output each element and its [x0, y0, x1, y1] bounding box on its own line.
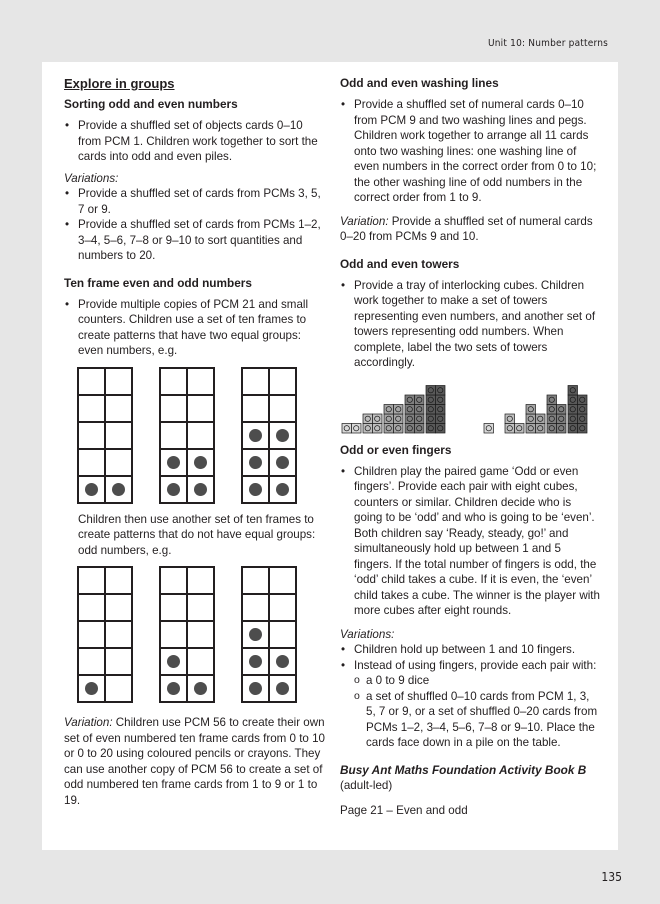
cube	[578, 414, 588, 424]
cube	[373, 414, 383, 424]
cube	[568, 395, 578, 405]
ten-frame-cell	[78, 422, 105, 449]
cube	[415, 414, 425, 424]
cube	[426, 423, 436, 433]
ten-frame-cell	[242, 449, 269, 476]
ten-frame-cell	[187, 449, 214, 476]
ten-frame-cell	[78, 621, 105, 648]
section-heading-explore: Explore in groups	[64, 76, 175, 91]
cube	[436, 414, 446, 424]
ten-frame-cell	[160, 621, 187, 648]
ten-frame-cell	[187, 422, 214, 449]
ten-frame-cell	[269, 368, 296, 395]
cube	[568, 404, 578, 414]
counter-dot	[276, 655, 289, 668]
content-panel	[42, 62, 618, 850]
book-subtitle: (adult-led)	[340, 778, 393, 792]
cube	[526, 404, 536, 414]
counter-dot	[85, 682, 98, 695]
cube	[557, 414, 567, 424]
cube	[415, 395, 425, 405]
cube	[536, 423, 546, 433]
counter-dot	[249, 483, 262, 496]
fingers-variation-1: • Children hold up between 1 and 10 fingers.	[340, 642, 602, 658]
ten-frame-cell	[105, 648, 132, 675]
ten-frame-cell	[105, 675, 132, 702]
counter-dot	[249, 429, 262, 442]
heading-washing: Odd and even washing lines	[340, 76, 499, 90]
cube	[526, 423, 536, 433]
ten-frame-cell	[269, 422, 296, 449]
ten-frame-cell	[105, 594, 132, 621]
counter-dot	[249, 655, 262, 668]
ten-frame-cell	[242, 476, 269, 503]
ten-frame-cell	[105, 567, 132, 594]
cube	[363, 423, 373, 433]
ten-frame	[159, 566, 215, 703]
ten-frame-cell	[269, 621, 296, 648]
cube	[405, 423, 415, 433]
cube	[547, 395, 557, 405]
ten-frame-cell	[78, 594, 105, 621]
counter-dot	[194, 456, 207, 469]
heading-sorting: Sorting odd and even numbers	[64, 97, 238, 111]
ten-frame-cell	[105, 621, 132, 648]
washing-variation-text: Provide a shuffled set of numeral cards 0–20 from PCMs 9 and 10.	[340, 214, 593, 243]
cube	[484, 423, 494, 433]
ten-frame-cell	[187, 368, 214, 395]
cube	[547, 414, 557, 424]
tenframe-list	[64, 297, 326, 359]
tenframe-variation-text: Children use PCM 56 to create their own set of even numbered ten frame cards from 0 to 10 or 0 to 20 using coloured pencils or crayons. They can use another copy of PCM 56 to create a set of odd numbered ten frame cards from 1 to 9 or 1 to 19.	[64, 716, 325, 807]
heading-fingers: Odd or even fingers	[340, 442, 452, 457]
cube	[384, 423, 394, 433]
counter-dot	[194, 483, 207, 496]
cube	[505, 414, 515, 424]
cube	[568, 423, 578, 433]
ten-frame-cell	[269, 476, 296, 503]
cube	[515, 423, 525, 433]
ten-frame-cell	[269, 449, 296, 476]
washing-variation	[340, 214, 602, 245]
cube	[342, 423, 352, 433]
cube	[436, 395, 446, 405]
cube	[436, 423, 446, 433]
ten-frame	[159, 367, 215, 504]
counter-dot	[167, 682, 180, 695]
ten-frame-cell	[269, 594, 296, 621]
counter-dot	[167, 655, 180, 668]
counter-dot	[249, 628, 262, 641]
counter-dot	[276, 456, 289, 469]
ten-frame-cell	[78, 648, 105, 675]
book-title: Busy Ant Maths Foundation Activity Book B	[340, 762, 587, 777]
ten-frame-cell	[187, 621, 214, 648]
ten-frame-cell	[160, 476, 187, 503]
washing-list	[340, 97, 602, 206]
ten-frame-cell	[187, 395, 214, 422]
cube	[405, 414, 415, 424]
ten-frame-cell	[78, 368, 105, 395]
tenframe-variation	[64, 715, 326, 808]
tenframe-variation-label: Variation:	[64, 716, 113, 729]
cube	[536, 414, 546, 424]
page-number: 135	[601, 870, 622, 884]
ten-frame-cell	[105, 449, 132, 476]
cube	[405, 404, 415, 414]
ten-frame-cell	[187, 567, 214, 594]
ten-frame-cell	[160, 422, 187, 449]
counter-dot	[249, 456, 262, 469]
cube	[547, 423, 557, 433]
cube	[547, 404, 557, 414]
ten-frame-cell	[269, 648, 296, 675]
counter-dot	[194, 682, 207, 695]
cube	[578, 395, 588, 405]
ten-frame-cell	[242, 675, 269, 702]
sorting-bullet: • Provide a shuffled set of objects cards 0–10 from PCM 1. Children work together to sort the cards into odd and even piles.	[64, 118, 326, 165]
ten-frame-cell	[105, 368, 132, 395]
fingers-variations-list	[340, 642, 602, 751]
fingers-variation-2: • Instead of using fingers, provide each pair with:	[340, 658, 602, 674]
ten-frame-cell	[242, 594, 269, 621]
cube	[557, 423, 567, 433]
ten-frame-cell	[269, 675, 296, 702]
sorting-list	[64, 118, 326, 165]
ten-frame	[77, 566, 133, 703]
counter-dot	[249, 682, 262, 695]
ten-frame-cell	[242, 621, 269, 648]
ten-frame-cell	[242, 422, 269, 449]
ten-frame-cell	[160, 368, 187, 395]
ten-frame-cell	[242, 395, 269, 422]
ten-frame-cell	[160, 567, 187, 594]
cube	[568, 414, 578, 424]
cube	[426, 395, 436, 405]
cube	[578, 423, 588, 433]
ten-frame-cell	[187, 675, 214, 702]
towers-bullet: • Provide a tray of interlocking cubes. Children work together to make a set of towers representing even numbers, and another set of towers representing odd numbers. When complete, label the two sets of towers accordingly.	[340, 278, 602, 371]
ten-frame-cell	[269, 567, 296, 594]
washing-bullet: • Provide a shuffled set of numeral cards 0–10 from PCM 9 and two washing lines and pegs. Children work together to arrange all 11 cards onto two washing lines: one washing line of even numbers in the correct order from 0 to 10; the other washing line of odd numbers in the correct order from 1 to 9.	[340, 97, 602, 206]
counter-dot	[276, 429, 289, 442]
cube	[384, 414, 394, 424]
cube	[557, 404, 567, 414]
cube	[426, 404, 436, 414]
left-column	[64, 76, 326, 808]
ten-frame-cell	[187, 476, 214, 503]
sorting-variations-list	[64, 186, 326, 264]
ten-frame-cell	[242, 648, 269, 675]
ten-frame-cell	[160, 675, 187, 702]
tenframe-between-text: Children then use another set of ten frames to create patterns that do not have equal groups: odd numbers, e.g.	[78, 512, 316, 557]
ten-frame-cell	[105, 422, 132, 449]
ten-frame-cell	[78, 567, 105, 594]
cube	[578, 404, 588, 414]
sorting-variation-2: • Provide a shuffled set of cards from PCMs 1–2, 3–4, 5–6, 7–8 or 9–10 to sort quantities and numbers to 20.	[64, 217, 326, 264]
cube	[526, 414, 536, 424]
towers-list	[340, 278, 602, 371]
ten-frame-cell	[160, 648, 187, 675]
counter-dot	[167, 456, 180, 469]
ten-frame-cell	[187, 594, 214, 621]
cube-towers-svg	[340, 375, 602, 437]
ten-frame-cell	[187, 648, 214, 675]
ten-frame-cell	[105, 395, 132, 422]
ten-frame-cell	[78, 476, 105, 503]
ten-frame-cell	[160, 449, 187, 476]
ten-frame-cell	[242, 368, 269, 395]
ten-frame-cell	[160, 594, 187, 621]
washing-variation-label: Variation:	[340, 214, 389, 228]
cube-towers-illustration	[340, 375, 602, 437]
counter-dot	[112, 483, 125, 496]
unit-title: Unit 10: Number patterns	[487, 38, 608, 49]
ten-frame	[241, 367, 297, 504]
tenframe-bullet: • Provide multiple copies of PCM 21 and small counters. Children use a set of ten frames to create patterns that have two equal groups: even numbers, e.g.	[64, 297, 326, 359]
even-ten-frames	[77, 367, 326, 504]
cube	[436, 385, 446, 395]
ten-frame	[241, 566, 297, 703]
cube	[568, 385, 578, 395]
right-column	[340, 76, 602, 819]
cube	[384, 404, 394, 414]
cube	[394, 404, 404, 414]
fingers-variations-label: Variations:	[340, 627, 395, 641]
cube	[352, 423, 362, 433]
cube	[394, 423, 404, 433]
fingers-sub-item-2: o a set of shuffled 0–10 cards from PCM 1, 3, 5, 7 or 9, or a set of shuffled 0–20 cards from PCMs 1–2, 3–4, 5–6, 7–8 or 9–10. Place the cards face down in a pile on the table.	[340, 689, 602, 751]
ten-frame-cell	[105, 476, 132, 503]
ten-frame-cell	[242, 567, 269, 594]
heading-tenframe: Ten frame even and odd numbers	[64, 275, 252, 290]
counter-dot	[167, 483, 180, 496]
cube	[415, 404, 425, 414]
cube	[426, 385, 436, 395]
ten-frame	[77, 367, 133, 504]
odd-ten-frames	[77, 566, 326, 703]
sorting-variations-label: Variations:	[64, 171, 119, 185]
ten-frame-cell	[269, 395, 296, 422]
cube	[394, 414, 404, 424]
cube	[436, 404, 446, 414]
ten-frame-cell	[160, 395, 187, 422]
ten-frame-cell	[78, 395, 105, 422]
cube	[505, 423, 515, 433]
sorting-variation-1: • Provide a shuffled set of cards from PCMs 3, 5, 7 or 9.	[64, 186, 326, 217]
cube	[426, 414, 436, 424]
fingers-bullet: • Children play the paired game ‘Odd or even fingers’. Provide each pair with eight cubes, counters or similar. Children decide who is going to be ‘odd’ and who is going to be ‘even’. Both children say ‘Ready, steady, go!’ and simultaneously hold up between 1 and 5 fingers. If the total number of fingers is odd, the ‘odd’ child takes a cube. If it is even, the ‘even’ child takes a cube. The winner is the player with more cubes after eight rounds.	[340, 464, 602, 619]
cube	[415, 423, 425, 433]
fingers-sub-item-1: o a 0 to 9 dice	[340, 673, 602, 689]
ten-frame-cell	[78, 449, 105, 476]
counter-dot	[85, 483, 98, 496]
ten-frame-cell	[78, 675, 105, 702]
heading-towers: Odd and even towers	[340, 256, 460, 271]
cube	[363, 414, 373, 424]
counter-dot	[276, 682, 289, 695]
book-page-ref: Page 21 – Even and odd	[340, 804, 468, 817]
cube	[405, 395, 415, 405]
counter-dot	[276, 483, 289, 496]
cube	[373, 423, 383, 433]
fingers-list	[340, 464, 602, 619]
